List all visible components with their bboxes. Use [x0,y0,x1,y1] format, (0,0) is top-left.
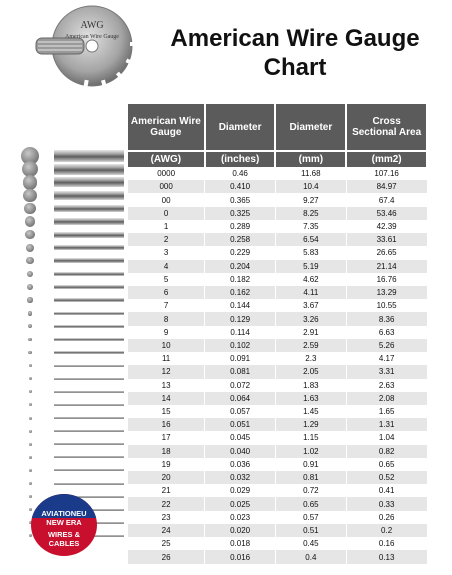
wire-end-icon [29,377,32,380]
cell-awg: 15 [128,405,205,418]
wire-side-icon [54,218,124,225]
wire-end-icon [25,230,34,239]
cell-awg: 0000 [128,167,205,180]
table-row [128,339,427,352]
table-row [128,405,427,418]
wire-swatch-row [0,189,126,202]
logo-text-awg: AWG [80,20,104,31]
table-row [128,458,427,471]
cell-diameter-in: 0.072 [205,379,276,392]
cell-diameter-mm: 5.83 [275,246,346,259]
unit-mm: (mm) [275,151,346,167]
table-row [128,471,427,484]
wire-swatch-row [0,268,126,281]
cell-area: 53.46 [346,207,427,220]
cell-awg: 6 [128,286,205,299]
wire-swatch-row [0,399,126,412]
cell-diameter-in: 0.020 [205,524,276,537]
wire-end-icon [29,417,32,420]
awg-chart-table [128,104,428,564]
cell-diameter-in: 0.144 [205,299,276,312]
cell-area: 26.65 [346,246,427,259]
cell-diameter-mm: 1.15 [275,431,346,444]
table-body [128,167,427,564]
wire-swatch-row [0,438,126,451]
wire-side-icon [54,272,124,276]
cell-diameter-mm: 0.91 [275,458,346,471]
cell-area: 2.08 [346,392,427,405]
cell-awg: 23 [128,511,205,524]
cell-area: 13.29 [346,286,427,299]
table-row [128,550,427,564]
wire-swatch-row [0,242,126,255]
wire-swatch-row [0,347,126,360]
cell-diameter-mm: 3.67 [275,299,346,312]
cell-diameter-in: 0.229 [205,246,276,259]
wire-side-icon [54,430,124,432]
cell-awg: 1 [128,220,205,233]
cell-area: 5.26 [346,339,427,352]
table-row [128,246,427,259]
unit-inches: (inches) [205,151,276,167]
cell-diameter-mm: 0.4 [275,550,346,564]
table-row [128,379,427,392]
cell-area: 6.63 [346,326,427,339]
wire-side-icon [54,191,124,200]
cell-awg: 22 [128,497,205,510]
cell-diameter-mm: 1.29 [275,418,346,431]
cell-area: 1.65 [346,405,427,418]
table-row [128,497,427,510]
cell-diameter-in: 0.036 [205,458,276,471]
cell-diameter-in: 0.129 [205,312,276,325]
cell-diameter-mm: 0.72 [275,484,346,497]
wire-side-icon [54,285,124,289]
table-row [128,299,427,312]
cell-diameter-mm: 0.51 [275,524,346,537]
cell-area: 16.76 [346,273,427,286]
wire-end-icon [28,324,32,328]
cell-area: 33.61 [346,233,427,246]
cell-area: 107.16 [346,167,427,180]
wire-side-icon [54,245,124,250]
cell-area: 0.82 [346,445,427,458]
cell-diameter-mm: 1.63 [275,392,346,405]
cell-area: 0.52 [346,471,427,484]
wire-side-icon [54,417,124,419]
cell-area: 67.4 [346,193,427,206]
cell-awg: 0 [128,207,205,220]
cell-awg: 17 [128,431,205,444]
wire-end-icon [23,175,38,190]
cell-area: 84.97 [346,180,427,193]
table-row [128,418,427,431]
wire-side-icon [54,443,124,445]
wire-end-icon [29,403,32,406]
wire-side-icon [54,483,124,485]
cell-awg: 11 [128,352,205,365]
cell-diameter-in: 0.289 [205,220,276,233]
cell-diameter-mm: 2.05 [275,365,346,378]
cell-awg: 00 [128,193,205,206]
wire-end-icon [29,364,32,367]
wire-end-icon [27,297,32,302]
cell-diameter-mm: 9.27 [275,193,346,206]
wire-end-icon [29,430,32,433]
table-row [128,352,427,365]
cell-area: 0.13 [346,550,427,564]
cell-diameter-in: 0.365 [205,193,276,206]
cell-diameter-in: 0.162 [205,286,276,299]
wire-side-icon [54,456,124,458]
header-diameter-mm: Diameter [275,104,346,151]
wire-side-icon [54,150,124,162]
cell-area: 0.16 [346,537,427,550]
cell-diameter-mm: 5.19 [275,260,346,273]
wire-swatch-row [0,294,126,307]
wire-side-icon [54,258,124,263]
wire-side-icon [54,469,124,471]
cell-diameter-in: 0.018 [205,537,276,550]
wire-swatch-row [0,163,126,176]
cell-diameter-mm: 2.59 [275,339,346,352]
cell-diameter-mm: 3.26 [275,312,346,325]
cell-awg: 18 [128,445,205,458]
table-row [128,524,427,537]
wire-end-icon [29,390,32,393]
title-line-1: American Wire Gauge [170,25,420,52]
wire-swatch-row [0,320,126,333]
wire-end-icon [29,456,32,459]
cell-area: 0.2 [346,524,427,537]
cell-diameter-in: 0.081 [205,365,276,378]
cell-diameter-in: 0.032 [205,471,276,484]
wire-side-icon [54,338,124,340]
table-row [128,286,427,299]
cell-area: 2.63 [346,379,427,392]
cell-diameter-in: 0.045 [205,431,276,444]
wire-end-icon [26,257,33,264]
table-row [128,445,427,458]
cell-area: 10.55 [346,299,427,312]
cell-area: 8.36 [346,312,427,325]
cell-area: 4.17 [346,352,427,365]
cell-awg: 14 [128,392,205,405]
wire-swatch-row [0,451,126,464]
table-row [128,233,427,246]
unit-mm2: (mm2) [346,151,427,167]
cell-diameter-mm: 1.83 [275,379,346,392]
wire-swatch-row [0,373,126,386]
cell-awg: 7 [128,299,205,312]
logo-text-subtitle: American Wire Gauge [65,34,119,40]
cell-diameter-in: 0.057 [205,405,276,418]
cell-awg: 26 [128,550,205,564]
wire-swatch-row [0,281,126,294]
table-row [128,431,427,444]
wire-side-icon [54,351,124,353]
cell-diameter-in: 0.114 [205,326,276,339]
wire-swatch-row [0,150,126,163]
table-row [128,392,427,405]
cell-diameter-in: 0.023 [205,511,276,524]
cell-diameter-mm: 0.65 [275,497,346,510]
wire-side-icon [54,325,124,328]
cell-area: 1.31 [346,418,427,431]
wire-swatch-row [0,386,126,399]
wire-side-icon [54,205,124,213]
cell-diameter-mm: 4.62 [275,273,346,286]
cell-diameter-mm: 10.4 [275,180,346,193]
cell-diameter-in: 0.102 [205,339,276,352]
table-row [128,167,427,180]
badge-line-1: AVIATIONEU [41,509,87,518]
cell-awg: 13 [128,379,205,392]
table-row [128,312,427,325]
wire-side-icon [54,177,124,187]
cell-diameter-mm: 4.11 [275,286,346,299]
cell-diameter-in: 0.46 [205,167,276,180]
wire-swatch-row [0,478,126,491]
cell-diameter-in: 0.182 [205,273,276,286]
cell-awg: 5 [128,273,205,286]
cell-diameter-mm: 0.81 [275,471,346,484]
wire-end-icon [24,203,36,215]
table-row [128,207,427,220]
cell-awg: 3 [128,246,205,259]
cell-diameter-in: 0.025 [205,497,276,510]
cell-diameter-in: 0.325 [205,207,276,220]
header-diameter-in: Diameter [205,104,276,151]
cell-awg: 24 [128,524,205,537]
wire-swatch-row [0,216,126,229]
wire-end-icon [28,311,33,316]
cell-awg: 16 [128,418,205,431]
wire-swatch-row [0,360,126,373]
cell-diameter-in: 0.258 [205,233,276,246]
wire-side-icon [54,391,124,393]
cell-diameter-mm: 7.35 [275,220,346,233]
table-row [128,180,427,193]
cell-diameter-in: 0.016 [205,550,276,564]
table-row [128,484,427,497]
cell-awg: 8 [128,312,205,325]
wire-side-icon [54,378,124,380]
wire-end-icon [25,216,35,226]
cell-area: 0.33 [346,497,427,510]
cell-diameter-in: 0.064 [205,392,276,405]
table-row [128,511,427,524]
table-row [128,326,427,339]
table-row [128,260,427,273]
badge-line-3: WIRES & [47,530,81,539]
title-line-2: Chart [263,54,327,81]
badge-line-4: CABLES [48,539,80,548]
wire-swatch-row [0,464,126,477]
cell-awg: 20 [128,471,205,484]
cell-diameter-mm: 1.02 [275,445,346,458]
wire-swatch-row [0,255,126,268]
unit-awg: (AWG) [128,151,205,167]
wire-side-icon [54,365,124,367]
cell-diameter-mm: 2.3 [275,352,346,365]
table-row [128,193,427,206]
table-row [128,220,427,233]
wire-side-icon [54,404,124,406]
cell-awg: 10 [128,339,205,352]
cell-awg: 9 [128,326,205,339]
wire-end-icon [29,482,32,485]
wire-end-icon [27,271,34,278]
wire-swatch-row [0,202,126,215]
cell-diameter-mm: 8.25 [275,207,346,220]
table-row [128,537,427,550]
cell-area: 42.39 [346,220,427,233]
cell-diameter-mm: 11.68 [275,167,346,180]
wire-swatch-row [0,333,126,346]
wire-side-icon [54,298,124,301]
cell-awg: 21 [128,484,205,497]
cell-diameter-mm: 1.45 [275,405,346,418]
cell-area: 21.14 [346,260,427,273]
wire-end-icon [28,351,31,354]
wire-swatch-row [0,176,126,189]
cell-diameter-mm: 0.57 [275,511,346,524]
badge-line-2: NEW ERA [46,518,82,527]
cell-awg: 19 [128,458,205,471]
cell-diameter-in: 0.091 [205,352,276,365]
wire-end-icon [27,284,33,290]
cell-diameter-in: 0.040 [205,445,276,458]
cell-area: 3.31 [346,365,427,378]
wire-side-icon [54,232,124,238]
aviationeu-badge [31,494,97,556]
wire-swatch-row [0,412,126,425]
cell-area: 0.41 [346,484,427,497]
cell-diameter-in: 0.051 [205,418,276,431]
cell-area: 0.65 [346,458,427,471]
cell-diameter-mm: 0.45 [275,537,346,550]
header-cross-section: Cross Sectional Area [346,104,427,151]
wire-swatch-row [0,425,126,438]
cell-awg: 12 [128,365,205,378]
cell-awg: 000 [128,180,205,193]
wire-end-icon [29,443,32,446]
cell-diameter-in: 0.410 [205,180,276,193]
table-row [128,365,427,378]
table-row [128,273,427,286]
cell-area: 0.26 [346,511,427,524]
cell-awg: 25 [128,537,205,550]
wire-side-icon [54,164,124,175]
header-awg: American Wire Gauge [128,104,205,151]
cell-awg: 4 [128,260,205,273]
cell-awg: 2 [128,233,205,246]
cell-diameter-in: 0.029 [205,484,276,497]
cell-diameter-mm: 2.91 [275,326,346,339]
awg-gauge-logo [30,4,140,92]
page-title [150,24,440,82]
wire-end-icon [23,189,36,202]
wire-end-icon [29,469,32,472]
cell-area: 1.04 [346,431,427,444]
cell-diameter-in: 0.204 [205,260,276,273]
wire-swatch-row [0,307,126,320]
wire-swatch-row [0,229,126,242]
wire-end-icon [28,338,32,342]
wire-end-icon [26,244,34,252]
cell-diameter-mm: 6.54 [275,233,346,246]
wire-side-icon [54,312,124,315]
